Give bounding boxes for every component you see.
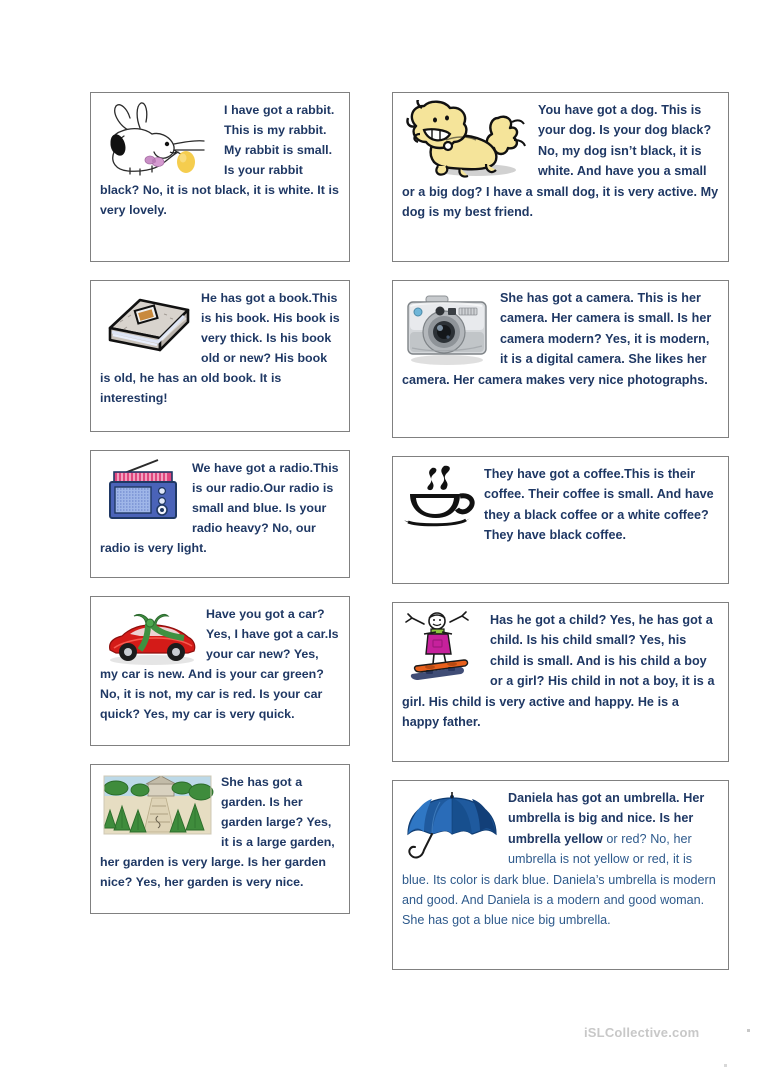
card-text: I have got a rabbit. This is my rabbit. My rabbit is small. Is your rabbit black? No, it is not black, it is white. It is very lovely.	[100, 103, 339, 218]
card-book	[90, 280, 350, 432]
child-skateboard-illustration	[402, 610, 484, 680]
coffee-cup-illustration	[402, 464, 478, 530]
card-text: They have got a coffee.This is their coffee. Their coffee is small. And have they a black coffee or a white coffee? They have black coffee.	[484, 467, 714, 543]
card-text: You have got a dog. This is your dog. Is your dog black? No, my dog isn’t black, it is white. And have you a small or a big dog? I have a small dog, it is very active. My dog is my best friend.	[402, 103, 719, 219]
islcollective-watermark: iSLCollective.com	[584, 1025, 700, 1040]
card-text: Have you got a car? Yes, I have got a car.Is your car new? Yes, my car is new. And is your car green? No, it is not, my car is red. Is your car quick? Yes, my car is very quick.	[100, 607, 339, 722]
car-illustration	[100, 604, 200, 668]
card-umbrella	[392, 780, 729, 970]
umbrella-illustration	[402, 788, 502, 866]
radio-illustration	[100, 458, 186, 524]
book-illustration	[100, 288, 195, 360]
card-text: He has got a book.This is his book. His book is very thick. Is his book old or new? His book is old, he has an old book. It is interesting!	[100, 291, 340, 406]
card-coffee	[392, 456, 729, 584]
rabbit-illustration	[100, 100, 218, 180]
card-child	[392, 602, 729, 762]
card-car	[90, 596, 350, 746]
card-text: She has got a camera. This is her camera. Her camera is small. Is her camera modern? Yes, it is modern, it is a digital camera. She likes her camera. Her camera makes very nice photographs.	[402, 291, 712, 387]
right-column	[392, 92, 729, 988]
card-rabbit	[90, 92, 350, 262]
card-garden	[90, 764, 350, 914]
card-camera	[392, 280, 729, 438]
watermark-dot	[747, 1029, 750, 1032]
watermark-dot-secondary	[724, 1064, 727, 1067]
card-dog	[392, 92, 729, 262]
dog-illustration	[402, 100, 532, 178]
camera-illustration	[402, 288, 494, 366]
left-column	[90, 92, 350, 932]
umbrella-text-bold: Daniela has got an umbrella. Her umbrella is big and nice. Is her umbrella yellow	[508, 791, 705, 846]
umbrella-text-regular: or red? No, her umbrella is not yellow or red, it is blue. Its color is dark blue. Daniela’s umbrella is modern and good. And Daniela is a modern and good woman. She has got a blue nice big umbrella.	[402, 831, 716, 928]
card-text: We have got a radio.This is our radio.Our radio is small and blue. Is your radio heavy? No, our radio is very light.	[100, 461, 339, 556]
garden-illustration	[100, 772, 215, 840]
card-radio	[90, 450, 350, 578]
card-text: She has got a garden. Is her garden large? Yes, it is a large garden, her garden is very large. Is her garden nice? Yes, her garden is very nice.	[100, 775, 335, 890]
card-text: Has he got a child? Yes, he has got a child. Is his child small? Yes, his child is small. And is his child a boy or a girl? His child in not a boy, it is a girl. His child is very active and happy. He is a happy father.	[402, 613, 715, 729]
